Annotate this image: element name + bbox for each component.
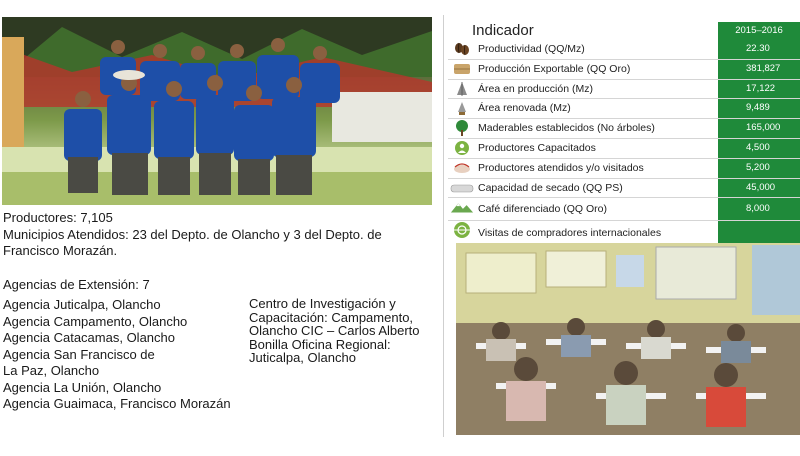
dryer-icon (450, 181, 474, 195)
table-row (448, 80, 800, 100)
agencies-list (3, 297, 243, 413)
producers-count: Productores: 7,105 (3, 210, 113, 225)
indicator-table (448, 22, 800, 245)
row-value: 4,500 (718, 139, 800, 158)
table-row (448, 119, 800, 139)
globe-icon (450, 223, 474, 237)
row-label: Área en producción (Mz) (478, 82, 593, 95)
row-label: Productividad (QQ/Mz) (478, 43, 585, 55)
team-photo-illustration (2, 17, 432, 205)
table-row (448, 99, 800, 119)
row-label: Producción Exportable (QQ Oro) (478, 62, 631, 75)
row-value: 9,489 (718, 99, 800, 118)
trained-producer-icon (450, 141, 474, 155)
year-header: 2015–2016 (718, 22, 800, 40)
list-item: Agencia La Unión, Olancho (3, 379, 162, 395)
municipalities-text: Municipios Atendidos: 23 del Depto. de Olancho y 3 del Depto. de Francisco Morazán. (3, 227, 382, 258)
row-label: Productores Capacitados (478, 141, 596, 154)
row-label: Visitas de compradores internacionales (478, 227, 662, 240)
row-label: Área renovada (Mz) (478, 102, 571, 115)
classroom-photo-illustration (456, 243, 800, 435)
list-item: La Paz, Olancho (3, 363, 100, 378)
coffee-sack-icon (450, 62, 474, 76)
row-value: 45,000 (718, 179, 800, 198)
agencies-title: Agencias de Extensión: 7 (3, 277, 150, 292)
row-value: 381,827 (718, 60, 800, 79)
team-photo (2, 17, 432, 205)
table-row (448, 60, 800, 80)
seedling-icon (450, 101, 474, 115)
mountain-icon (450, 200, 474, 214)
table-header (448, 22, 800, 40)
row-value: 5,200 (718, 159, 800, 178)
table-row (448, 179, 800, 199)
classroom-photo (456, 243, 800, 435)
row-label: Café diferenciado (QQ Oro) (478, 203, 607, 216)
list-item: Agencia San Francisco de (3, 346, 155, 362)
column-divider (443, 15, 444, 437)
list-item: Agencia Guaimaca, Francisco Morazán (3, 396, 231, 411)
row-value: 8,000 (718, 198, 800, 220)
coffee-plant-icon (450, 82, 474, 96)
table-row (448, 139, 800, 159)
table-row (448, 159, 800, 179)
table-row (448, 40, 800, 60)
visited-producer-icon (450, 161, 474, 175)
list-item: Agencia Campamento, Olancho (3, 313, 188, 329)
table-row (448, 198, 800, 221)
row-label: Capacidad de secado (QQ PS) (478, 181, 623, 194)
row-label: Productores atendidos y/o visitados (478, 161, 644, 174)
row-label: Maderables establecidos (No árboles) (478, 122, 655, 135)
table-row (448, 221, 800, 245)
coffee-beans-icon (450, 42, 474, 56)
indicator-header: Indicador (472, 22, 534, 39)
list-item: Agencia Catacamas, Olancho (3, 330, 175, 345)
row-value: 165,000 (718, 119, 800, 138)
tree-icon (450, 121, 474, 135)
row-value: 22.30 (718, 40, 800, 59)
research-center-text: Centro de Investigación y Capacitación: Campamento, Olancho CIC – Carlos Alberto Bonilla Oficina Regional: Juticalpa, Olancho (249, 296, 420, 365)
list-item: Agencia Juticalpa, Olancho (3, 297, 161, 312)
row-value: 17,122 (718, 80, 800, 99)
row-value (718, 221, 800, 245)
